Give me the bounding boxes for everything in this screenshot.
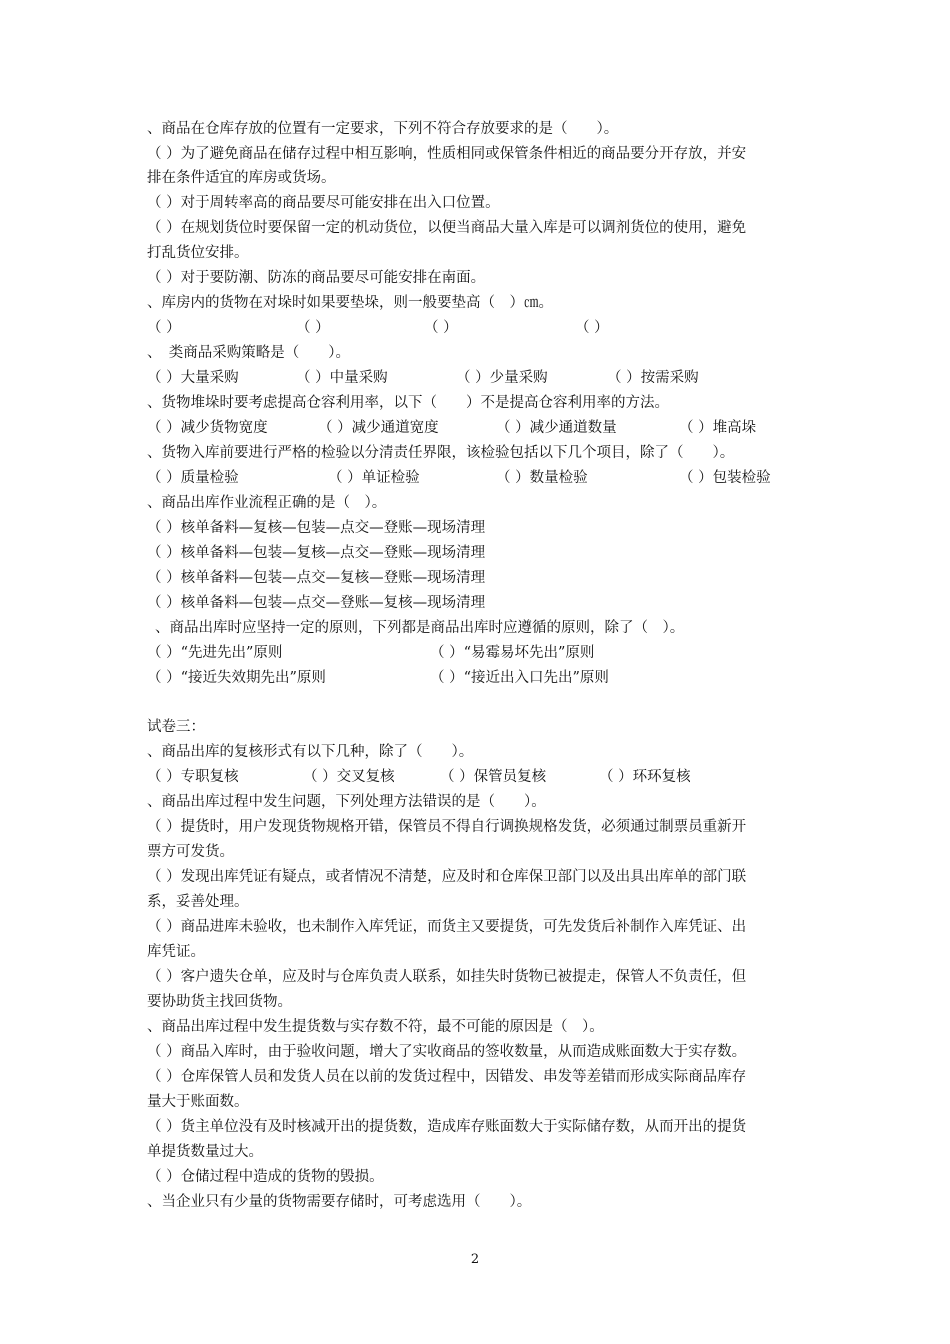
text-line: （ ）堆高垛 (679, 420, 757, 436)
text-line: （ ）少量采购 (456, 370, 548, 386)
text-line: 库凭证。 (147, 944, 205, 960)
text-line: （ ）质量检验 (147, 470, 239, 486)
text-line: 、商品出库作业流程正确的是（ ）。 (147, 495, 387, 511)
text-line: （ ）对于周转率高的商品要尽可能安排在出入口位置。 (147, 195, 500, 211)
text-line: （ ）“先进先出”原则 (147, 645, 283, 661)
text-line: 试卷三： (147, 719, 205, 735)
text-line: 、商品出库过程中发生提货数与实存数不符，最不可能的原因是（ ）。 (147, 1019, 604, 1035)
text-line: （ ）发现出库凭证有疑点，或者情况不清楚，应及时和仓库保卫部门以及出具出库单的部门联 (147, 869, 747, 885)
text-line: （ ） (575, 320, 609, 336)
text-line: （ ）“接近出入口先出”原则 (430, 670, 609, 686)
text-line: （ ）减少通道宽度 (318, 420, 439, 436)
text-line: （ ）数量检验 (496, 470, 588, 486)
text-line: 量大于账面数。 (147, 1094, 249, 1110)
text-line: 单提货数量过大。 (147, 1144, 263, 1160)
text-line: （ ） (147, 320, 181, 336)
text-line: （ ）保管员复核 (440, 769, 547, 785)
text-line: 、当企业只有少量的货物需要存储时，可考虑选用（ ）。 (147, 1194, 532, 1210)
text-line: （ ）交叉复核 (303, 769, 395, 785)
text-line: （ ）中量采购 (296, 370, 388, 386)
text-line: 、货物堆垛时要考虑提高仓容利用率，以下（ ）不是提高仓容利用率的方法。 (147, 395, 669, 411)
text-line: （ ）仓库保管人员和发货人员在以前的发货过程中，因错发、串发等差错而形成实际商品库存 (147, 1069, 747, 1085)
text-line: （ ）减少通道数量 (496, 420, 617, 436)
text-line: 要协助货主找回货物。 (147, 994, 292, 1010)
text-line: （ ）货主单位没有及时核减开出的提货数，造成库存账面数大于实际储存数，从而开出的提货 (147, 1119, 747, 1135)
text-line: （ ）专职复核 (147, 769, 239, 785)
text-line: （ ）包装检验 (679, 470, 771, 486)
text-line: （ ）客户遗失仓单，应及时与仓库负责人联系，如挂失时货物已被提走，保管人不负责任，但 (147, 969, 747, 985)
text-line: （ ）商品入库时，由于验收问题，增大了实收商品的签收数量，从而造成账面数大于实存数。 (147, 1044, 747, 1060)
text-line: （ ）单证检验 (328, 470, 420, 486)
text-line: 、库房内的货物在对垛时如果要垫垛，则一般要垫高（ ）㎝。 (147, 295, 553, 311)
text-line: 打乱货位安排。 (147, 245, 249, 261)
text-line: （ ）核单备料—包装—复核—点交—登账—现场清理 (147, 545, 486, 561)
text-line: 、商品出库的复核形式有以下几种，除了（ ）。 (147, 744, 474, 760)
text-line: 、 类商品采购策略是（ ）。 (147, 345, 350, 361)
text-line: 、商品在仓库存放的位置有一定要求，下列不符合存放要求的是（ ）。 (147, 121, 619, 137)
text-line: （ ）仓储过程中造成的货物的毁损。 (147, 1169, 384, 1185)
text-line: 、商品出库过程中发生问题，下列处理方法错误的是（ ）。 (147, 794, 546, 810)
text-line: 、商品出库时应坚持一定的原则，下列都是商品出库时应遵循的原则，除了（ ）。 (155, 620, 685, 636)
text-line: （ ）核单备料—复核—包装—点交—登账—现场清理 (147, 520, 486, 536)
text-line: （ ）提货时，用户发现货物规格开错，保管员不得自行调换规格发货，必须通过制票员重新开 (147, 819, 747, 835)
text-line: （ ） (424, 320, 458, 336)
text-line: （ ）减少货物宽度 (147, 420, 268, 436)
text-line: 排在条件适宜的库房或货场。 (147, 170, 336, 186)
text-line: （ ）商品进库未验收，也未制作入库凭证，而货主又要提货，可先发货后补制作入库凭证、出 (147, 919, 747, 935)
text-line: 系，妥善处理。 (147, 894, 249, 910)
text-line: （ ）环环复核 (599, 769, 691, 785)
text-line: （ ） (296, 320, 330, 336)
text-line: （ ）大量采购 (147, 370, 239, 386)
text-line: （ ）核单备料—包装—点交—登账—复核—现场清理 (147, 595, 486, 611)
text-line: （ ）“接近失效期先出”原则 (147, 670, 326, 686)
text-line: （ ）按需采购 (607, 370, 699, 386)
text-line: （ ）为了避免商品在储存过程中相互影响，性质相同或保管条件相近的商品要分开存放，并安 (147, 146, 747, 162)
page-number: 2 (470, 1252, 480, 1267)
text-line: 票方可发货。 (147, 844, 234, 860)
text-line: （ ）“易霉易坏先出”原则 (430, 645, 595, 661)
text-line: 、货物入库前要进行严格的检验以分清责任界限，该检验包括以下几个项目，除了（ ）。 (147, 445, 735, 461)
text-line: （ ）对于要防潮、防冻的商品要尽可能安排在南面。 (147, 270, 486, 286)
text-line: （ ）在规划货位时要保留一定的机动货位，以便当商品大量入库是可以调剂货位的使用，避免 (147, 220, 747, 236)
text-line: （ ）核单备料—包装—点交—复核—登账—现场清理 (147, 570, 486, 586)
